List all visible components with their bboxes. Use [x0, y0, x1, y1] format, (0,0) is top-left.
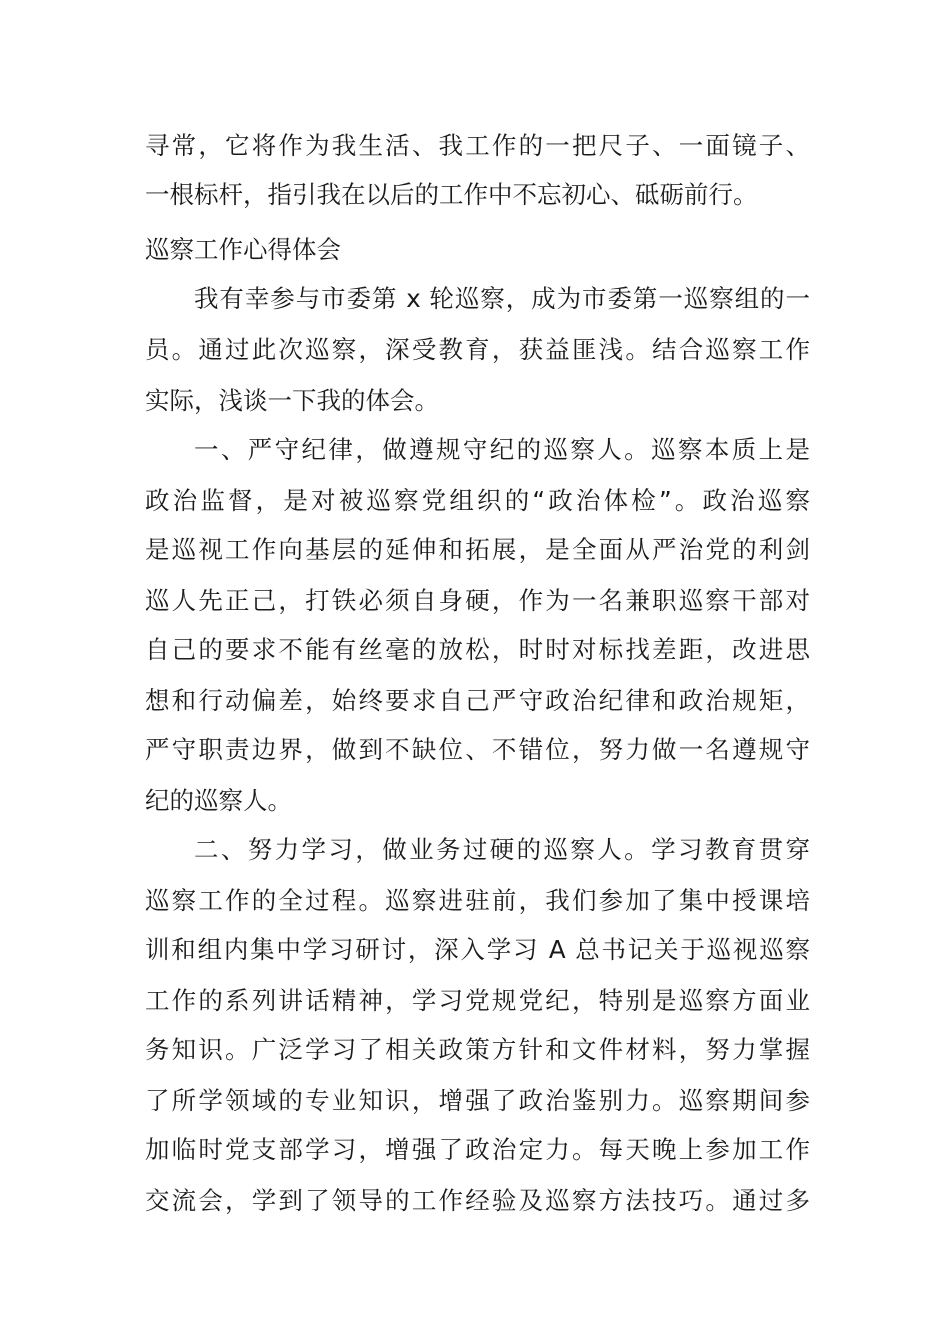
text-line: 纪的巡察人。 — [145, 786, 292, 815]
text-line: 实际，浅谈一下我的体会。 — [145, 386, 439, 415]
paragraph-first-line: 我有幸参与市委第 x 轮巡察，成为市委第一巡察组的一 — [194, 284, 810, 313]
text-line: 想和行动偏差，始终要求自己严守政治纪律和政治规矩， — [145, 686, 810, 715]
section-title: 巡察工作心得体会 — [145, 235, 341, 264]
text-line: 训和组内集中学习研讨，深入学习 A 总书记关于巡视巡察 — [145, 935, 810, 964]
text-line: 巡人先正己，打铁必须自身硬，作为一名兼职巡察干部对 — [145, 586, 810, 615]
text-line: 巡察工作的全过程。巡察进驻前，我们参加了集中授课培 — [145, 886, 810, 915]
text-line: 务知识。广泛学习了相关政策方针和文件材料，努力掌握 — [145, 1035, 810, 1064]
text-line: 工作的系列讲话精神，学习党规党纪，特别是巡察方面业 — [145, 986, 810, 1015]
text-line: 严守职责边界，做到不缺位、不错位，努力做一名遵规守 — [145, 735, 810, 764]
text-line: 加临时党支部学习，增强了政治定力。每天晚上参加工作 — [145, 1135, 810, 1164]
text-line: 自己的要求不能有丝毫的放松，时时对标找差距，改进思 — [145, 635, 810, 664]
text-line: 寻常，它将作为我生活、我工作的一把尺子、一面镜子、 — [145, 131, 810, 160]
text-line: 一根标杆，指引我在以后的工作中不忘初心、砥砺前行。 — [145, 180, 758, 209]
text-line: 员。通过此次巡察，深受教育，获益匪浅。结合巡察工作 — [145, 335, 810, 364]
paragraph-first-line: 二、努力学习，做业务过硬的巡察人。学习教育贯穿 — [194, 835, 810, 864]
paragraph-first-line: 一、严守纪律，做遵规守纪的巡察人。巡察本质上是 — [194, 435, 810, 464]
text-line: 政治监督，是对被巡察党组织的“政治体检”。政治巡察 — [145, 486, 810, 515]
text-line: 交流会，学到了领导的工作经验及巡察方法技巧。通过多 — [145, 1186, 810, 1215]
text-line: 是巡视工作向基层的延伸和拓展，是全面从严治党的利剑 — [145, 535, 810, 564]
text-line: 了所学领域的专业知识，增强了政治鉴别力。巡察期间参 — [145, 1086, 810, 1115]
